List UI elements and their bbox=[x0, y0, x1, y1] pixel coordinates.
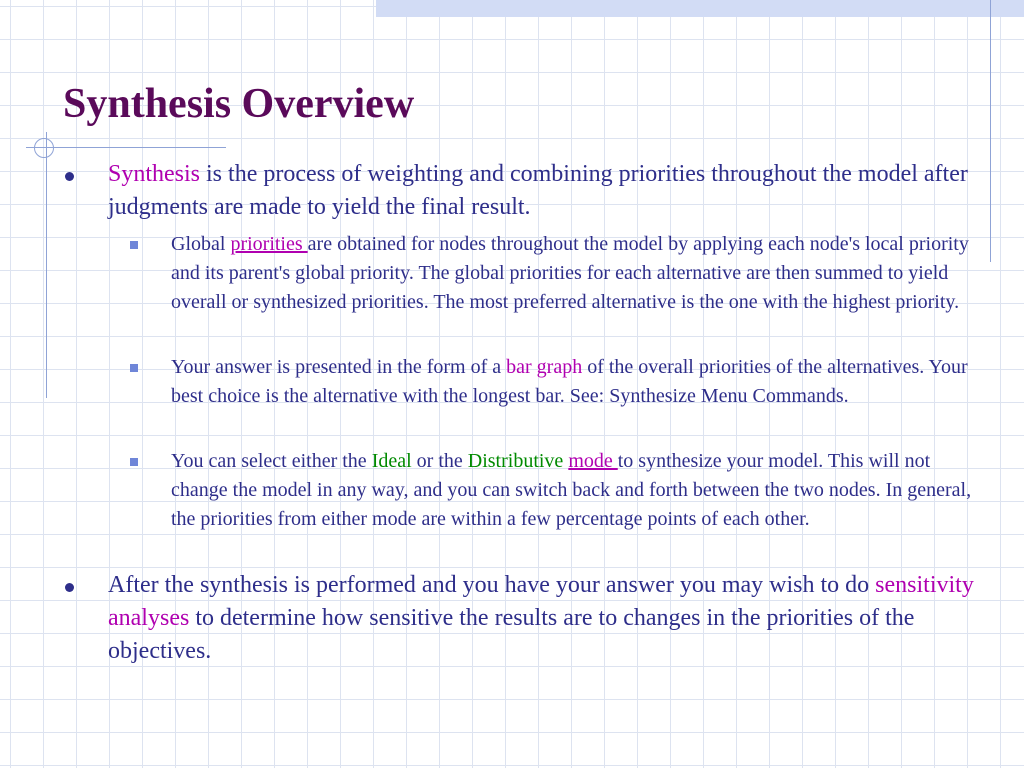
slide-title: Synthesis Overview bbox=[63, 81, 415, 127]
subbullet-bar-graph bbox=[171, 353, 975, 411]
subbullet-text-pre: Your answer is presented in the form of a bbox=[171, 356, 507, 378]
subbullet-text-mid: or the bbox=[411, 450, 468, 472]
subbullet-text-post: to synthesize your model. This will not change the model in any way, and you can switch back and forth between the two nodes. In general, the priorities from either mode are within a few percentage points of each other. bbox=[171, 450, 972, 530]
term-sensitivity-analyses: sensitivity analyses bbox=[108, 572, 974, 631]
square-bullet bbox=[130, 458, 138, 466]
square-bullet bbox=[130, 241, 138, 249]
subbullet-text-pre: You can select either the bbox=[171, 450, 372, 472]
bullet-dot bbox=[65, 172, 74, 181]
term-bar-graph: bar graph bbox=[506, 356, 583, 378]
mode-link[interactable]: mode bbox=[568, 450, 618, 472]
term-synthesis: Synthesis bbox=[108, 161, 201, 187]
term-ideal: Ideal bbox=[371, 450, 412, 472]
bullet-sensitivity bbox=[108, 569, 988, 668]
subbullet-mode bbox=[171, 447, 975, 534]
subbullet-text-post: are obtained for nodes throughout the model by applying each node's local priority and its parent's global priority. The global priorities for each alternative are then summed to yield overall or synthesized priorities. The most preferred alternative is the one with the highest priority. bbox=[171, 233, 969, 313]
priorities-link[interactable]: priorities bbox=[230, 233, 308, 255]
bullet-text-pre: After the synthesis is performed and you have your answer you may wish to do bbox=[108, 572, 876, 598]
subbullet-text-post: of the overall priorities of the alternatives. Your best choice is the alternative with the longest bar. See: Synthesize Menu Commands. bbox=[171, 356, 968, 407]
square-bullet bbox=[130, 364, 138, 372]
bullet-dot bbox=[65, 583, 74, 592]
bullet-synthesis bbox=[108, 158, 988, 224]
subbullet-global-priorities bbox=[171, 230, 975, 317]
term-distributive: Distributive bbox=[467, 450, 564, 472]
bullet-text-post: to determine how sensitive the results are to changes in the priorities of the objectives. bbox=[108, 605, 915, 664]
bullet-text: is the process of weighting and combining priorities throughout the model after judgments are made to yield the final result. bbox=[108, 161, 968, 220]
subbullet-text-pre: Global bbox=[171, 233, 231, 255]
